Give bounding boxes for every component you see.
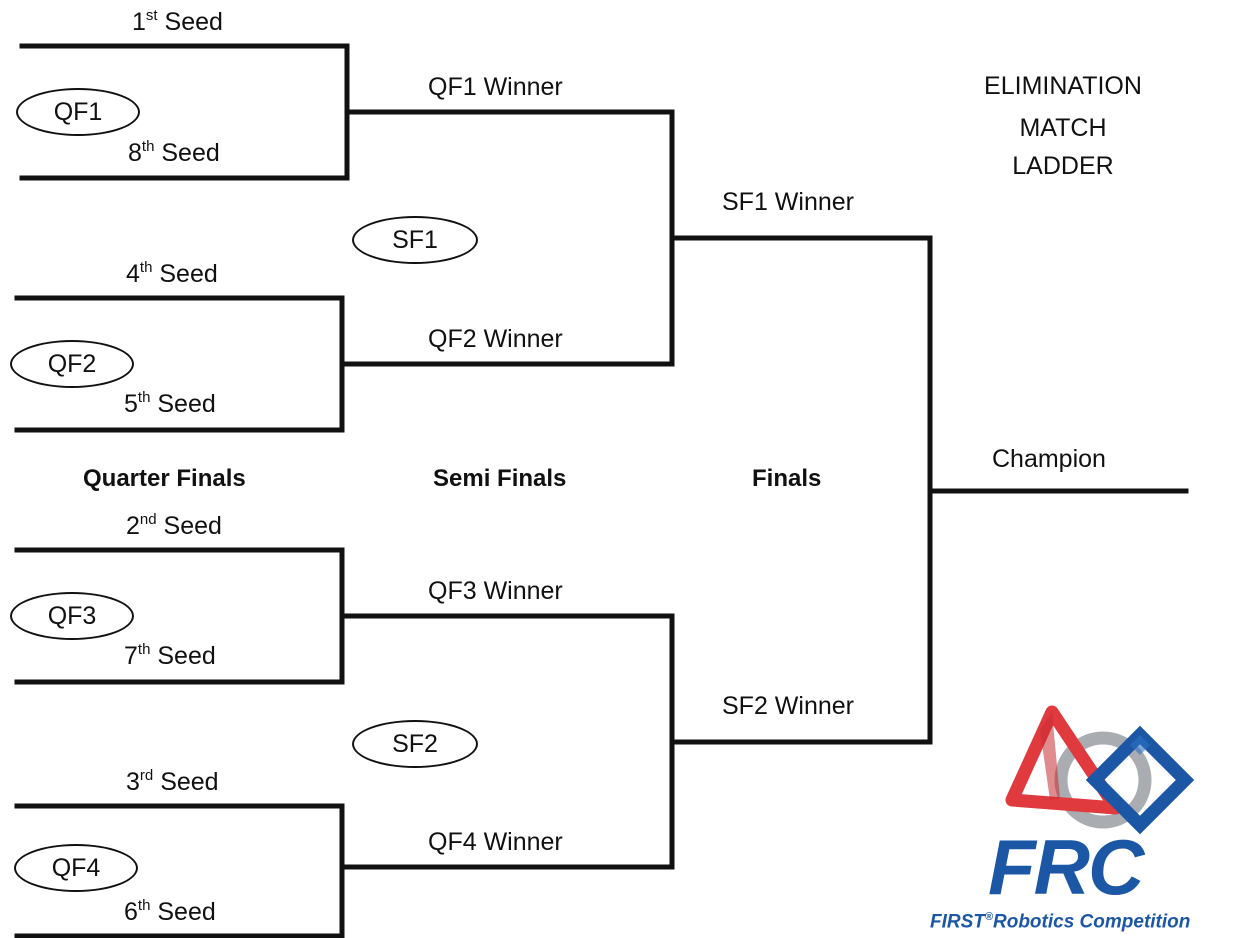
- qf2-oval: QF2: [10, 340, 134, 388]
- seed-5-label: 5th Seed: [124, 389, 216, 418]
- qf4-oval: QF4: [14, 844, 138, 892]
- finals-label: Finals: [752, 465, 822, 492]
- title-line-2: MATCH: [1019, 114, 1107, 142]
- seed-4-label: 4th Seed: [126, 259, 218, 288]
- seed-7-label: 7th Seed: [124, 641, 216, 670]
- champion-label: Champion: [992, 445, 1106, 473]
- seed-8-label: 8th Seed: [128, 138, 220, 167]
- frc-wordmark: FRC: [988, 823, 1143, 911]
- qf4-winner-label: QF4 Winner: [428, 828, 563, 856]
- qf1-winner-label: QF1 Winner: [428, 73, 563, 101]
- qf3-oval: QF3: [10, 592, 134, 640]
- qf3-winner-label: QF3 Winner: [428, 577, 563, 605]
- sf1-oval: SF1: [352, 216, 478, 264]
- sf2-oval: SF2: [352, 720, 478, 768]
- semi-finals-label: Semi Finals: [433, 465, 567, 492]
- seed-3-label: 3rd Seed: [126, 767, 219, 796]
- title-line-3: LADDER: [1012, 152, 1114, 180]
- seed-6-label: 6th Seed: [124, 897, 216, 926]
- seed-2-label: 2nd Seed: [126, 511, 222, 540]
- qf2-winner-label: QF2 Winner: [428, 325, 563, 353]
- frc-logo-icon: [1012, 712, 1185, 825]
- frc-tagline: FIRST®Robotics Competition: [930, 911, 1191, 933]
- sf1-winner-label: SF1 Winner: [722, 188, 854, 216]
- title-line-1: ELIMINATION: [984, 72, 1142, 100]
- qf1-oval: QF1: [16, 88, 140, 136]
- sf2-winner-label: SF2 Winner: [722, 692, 854, 720]
- quarter-finals-label: Quarter Finals: [83, 465, 246, 492]
- seed-1-label: 1st Seed: [132, 7, 223, 36]
